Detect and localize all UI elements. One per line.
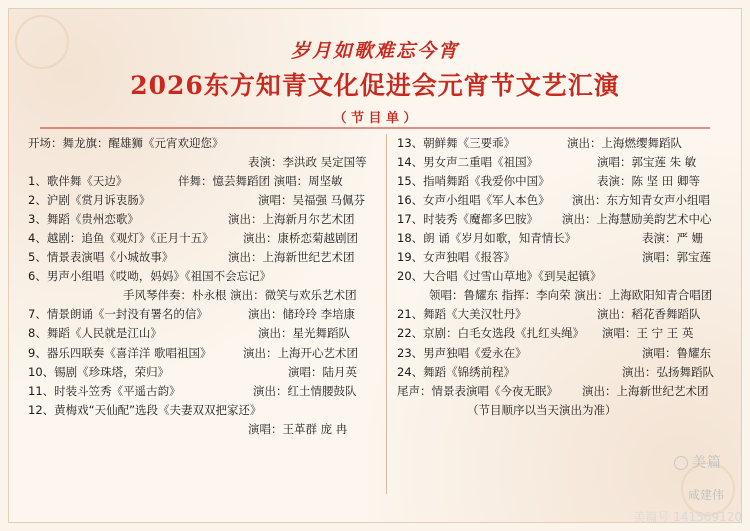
- program-item-title: 20、大合唱《过雪山草地》《到吴起镇》: [397, 269, 602, 284]
- program-item: [397, 134, 727, 153]
- program-item-title: 8、舞蹈《人民就是江山》: [28, 326, 162, 341]
- program-item: [397, 248, 727, 267]
- watermark-icon: [674, 456, 688, 470]
- program-item-performer: 手风琴伴奏：朴永根 演出：微笑与欢乐艺术团: [123, 288, 357, 303]
- program-item: [28, 134, 378, 153]
- program-item-performer: 演出：稻花香舞蹈队: [597, 307, 701, 322]
- program-item: [397, 153, 727, 172]
- program-item: [28, 248, 378, 267]
- program-item: [28, 172, 378, 191]
- program-item: [28, 344, 378, 363]
- program-label: （ 节 目 单 ）: [333, 111, 417, 126]
- program-item-title: 19、女声独唱《报答》: [397, 250, 516, 265]
- program-item: [28, 229, 378, 248]
- program-item-performer: 演出：储玲玲 李培康: [248, 307, 356, 322]
- program-item: [28, 420, 378, 439]
- program-item-performer: 演出：上海新月尔艺术团: [228, 212, 355, 227]
- watermark-text: 美篇: [692, 455, 722, 471]
- program-item-title: 4、越剧：追鱼《观灯》《正月十五》: [28, 231, 214, 246]
- program-item-title: 13、朝鲜舞《三要乖》: [397, 136, 516, 150]
- program-item-performer: 演出：红土情腰鼓队: [253, 383, 357, 398]
- program-item-title: 9、器乐四联奏《喜洋洋 歌唱祖国》: [28, 345, 212, 360]
- program-column-right: [397, 134, 727, 420]
- program-item: [28, 363, 378, 382]
- program-item: [28, 153, 378, 172]
- program-item-title: 6、男声小组唱《哎呦，妈妈》《祖国不会忘记》: [28, 269, 272, 284]
- program-item-title: 11、时装斗笠秀《平遥古韵》: [28, 383, 181, 398]
- program-item-performer: 伴舞：憶芸舞蹈团 演唱：周坚敏: [178, 174, 343, 189]
- program-item-performer: 演出：上海燃缨舞蹈队: [567, 136, 682, 150]
- program-item-title: 24、舞蹈《锦绣前程》: [397, 364, 516, 379]
- program-item: [397, 401, 727, 420]
- program-item-title: 12、黄梅戏“天仙配”选段《夫妻双双把家还》: [28, 402, 262, 417]
- program-item-performer: 演唱：郭宝莲: [642, 250, 711, 265]
- program-item: [397, 267, 727, 286]
- program-item-title: 21、舞蹈《大美汉牡丹》: [397, 307, 527, 322]
- program-item-title: 2、沪剧《赏月诉衷肠》: [28, 193, 151, 208]
- program-item-performer: 领唱：鲁耀东 指挥：李向荣 演出：上海欧阳知青合唱团: [429, 288, 713, 303]
- program-item-title: 16、女声小组唱《军人本色》: [397, 193, 550, 208]
- program-item: [28, 286, 378, 305]
- program-item-performer: 表演：李洪政 吴定国等: [248, 155, 367, 170]
- program-item-performer: 演唱：鲁耀东: [642, 345, 711, 360]
- program-column-left: [28, 134, 378, 439]
- program-item-title: 18、朗 诵《岁月如歌，知青情长》: [397, 231, 577, 246]
- program-item-performer: 演出：星光舞蹈队: [258, 326, 350, 341]
- program-item: [397, 286, 727, 305]
- program-item: [28, 191, 378, 210]
- program-item-performer: 演唱：王革群 庞 冉: [248, 421, 348, 436]
- program-item-title: 3、舞蹈《贵州恋歌》: [28, 212, 139, 227]
- program-item: [397, 324, 727, 343]
- program-item-performer: 演出：上海慧励美韵艺术中心: [562, 212, 712, 227]
- program-item-performer: 演出：弘扬舞蹈队: [622, 364, 714, 379]
- program-item-performer: 表演：陈 坚 田 卿等: [597, 174, 700, 189]
- program-item-title: 14、男女声二重唱《祖国》: [397, 155, 539, 170]
- program-item: [397, 191, 727, 210]
- program-item-title: 开场：舞龙旗：醒雄狮《元宵欢迎您》: [28, 136, 224, 150]
- header-divider: [40, 127, 710, 129]
- program-item-title: 22、京剧：白毛女选段《扎红头绳》: [397, 326, 585, 341]
- program-item-title: 5、情景表演唱《小城故事》: [28, 250, 174, 265]
- program-item-performer: 演唱：吴福强 马佩芬: [258, 193, 366, 208]
- program-item-performer: 表演：严 姗: [642, 231, 704, 246]
- watermark-logo: [674, 452, 722, 472]
- program-item-title: 17、时装秀《魔都多巴胺》: [397, 212, 539, 227]
- program-item-performer: 演唱：陆月英: [288, 364, 357, 379]
- program-item: [397, 344, 727, 363]
- program-item: [28, 401, 378, 420]
- program-item-performer: 演出：上海新世纪艺术团: [228, 250, 355, 265]
- program-item: [397, 382, 727, 401]
- page-subtitle: 岁月如歌难忘今宵: [290, 40, 459, 62]
- program-item-title: 1、歌伴舞《天边》: [28, 174, 128, 189]
- page-title: 2026东方知青文化促进会元宵节文艺汇演: [130, 71, 620, 100]
- program-item: [28, 305, 378, 324]
- program-item: [397, 363, 727, 382]
- program-item-performer: 演出：上海新世纪艺术团: [582, 383, 709, 398]
- program-item-title: 10、锡剧《珍珠塔，荣归》: [28, 364, 170, 379]
- program-item: [28, 382, 378, 401]
- program-item-performer: 演出：康桥恋菊越剧团: [243, 231, 358, 246]
- program-item-performer: 演出：东方知青女声小组唱: [572, 193, 710, 208]
- program-item: [397, 305, 727, 324]
- program-item: [397, 172, 727, 191]
- program-item-performer: （节目顺序以当天演出为准）: [467, 402, 617, 417]
- program-item-title: 尾声：情景表演唱《今夜无眠》: [397, 383, 558, 398]
- program-item: [28, 210, 378, 229]
- program-item: [28, 324, 378, 343]
- program-item: [397, 229, 727, 248]
- watermark-id: 美篇号 141569120: [633, 510, 742, 524]
- program-item-performer: 演出：上海开心艺术团: [243, 345, 358, 360]
- program-item-title: 23、男声独唱《爱永在》: [397, 345, 527, 360]
- program-item-performer: 演唱：王 宁 王 英: [602, 326, 694, 341]
- watermark-author: 咸建伟: [687, 488, 724, 502]
- program-item-performer: 演唱：郭宝莲 朱 敏: [597, 155, 697, 170]
- program-item: [397, 210, 727, 229]
- program-item-title: 7、情景朗诵《一封没有署名的信》: [28, 307, 208, 322]
- column-divider: [386, 134, 387, 494]
- program-item-title: 15、指哨舞蹈《我爱你中国》: [397, 174, 550, 189]
- program-item: [28, 267, 378, 286]
